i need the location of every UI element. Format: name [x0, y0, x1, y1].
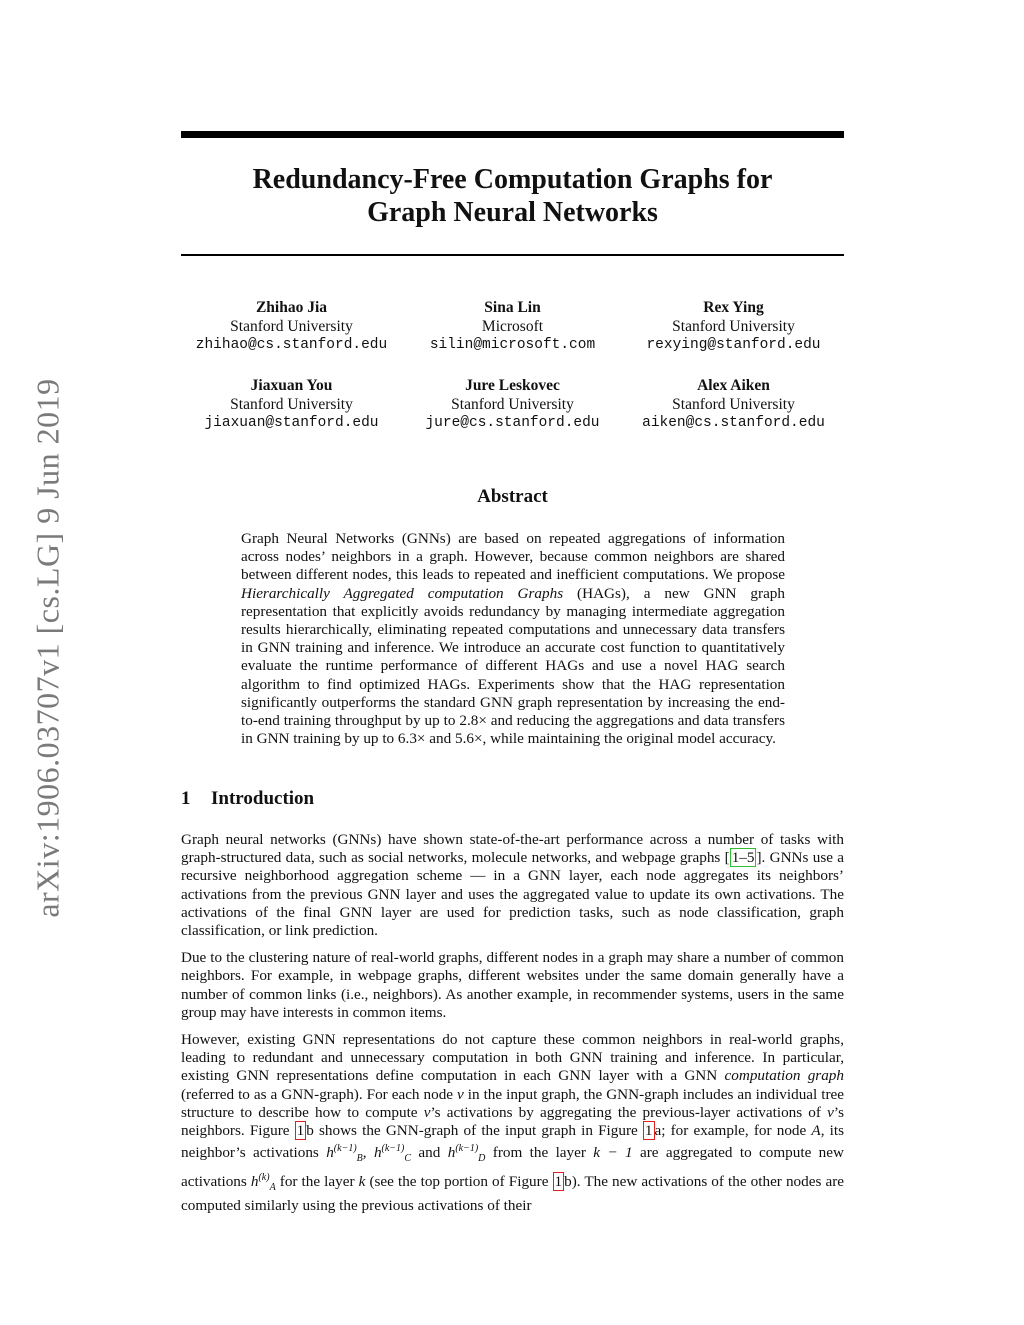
text-run: b shows the GNN-graph of the input graph in Figure — [306, 1122, 643, 1140]
figure-link[interactable]: 1 — [554, 1172, 563, 1190]
text-run: ’s activations by aggregating the previous-layer activations of — [430, 1103, 828, 1121]
author-affiliation: Stanford University — [230, 318, 353, 335]
text-run: from the layer — [485, 1144, 594, 1162]
text-run: ’s neighbors. Figure — [181, 1103, 844, 1140]
author — [623, 298, 844, 355]
title-rule-top — [181, 131, 844, 138]
math-h-C — [373, 1143, 412, 1165]
text-run: Graph neural networks (GNNs) have shown state-of-the-art performance across a number of tasks with graph-structured data, such as social networks, molecule networks, and webpage graphs [ — [181, 831, 844, 867]
math-h-A — [250, 1171, 276, 1193]
math-var: k — [358, 1172, 366, 1190]
author-row — [181, 298, 844, 355]
author-row — [181, 376, 844, 433]
math-sup: (k) — [258, 1171, 270, 1183]
author-affiliation: Stanford University — [230, 396, 353, 413]
math-sup: (k−1) — [455, 1143, 479, 1155]
author-affiliation: Stanford University — [672, 318, 795, 335]
math-symbol: h — [250, 1172, 259, 1190]
author-email[interactable]: zhihao@cs.stanford.edu — [195, 337, 388, 353]
text-run: b). The new activations of the other nodes are computed similarly using the previous activations of their — [181, 1172, 844, 1214]
text-run: (see the top portion of Figure — [365, 1172, 553, 1190]
paragraph — [181, 831, 844, 940]
math-sub: C — [404, 1153, 412, 1165]
math-sub: A — [269, 1181, 276, 1193]
arxiv-label: arXiv:1906.03707v1 [cs.LG] 9 Jun 2019 — [29, 378, 66, 918]
text-run: , its neighbor’s activations — [181, 1122, 844, 1162]
author-email[interactable]: rexying@stanford.edu — [646, 337, 821, 353]
math-var: A — [811, 1122, 821, 1140]
author-email[interactable]: silin@microsoft.com — [429, 337, 596, 353]
author-email[interactable]: jiaxuan@stanford.edu — [204, 415, 379, 431]
abstract-text — [241, 530, 785, 748]
paragraph: Due to the clustering nature of real-world graphs, different nodes in a graph may share a number of common neighbors. For example, in webpage graphs, different websites under the same domain generally have a number of common links (i.e., neighbors). As another example, in recommender systems, users in the same group may have interests in common items. — [181, 949, 844, 1021]
author — [402, 376, 623, 433]
math-symbol: h — [326, 1144, 334, 1162]
author — [181, 298, 402, 355]
paper-title — [181, 163, 844, 229]
title-rule-bottom — [181, 254, 844, 256]
author — [181, 376, 402, 433]
title-line-1: Redundancy-Free Computation Graphs for — [252, 164, 773, 195]
math-var: v — [423, 1103, 431, 1121]
abstract-part: (HAGs), a new GNN graph representation that explicitly avoids redundancy by managing intermediate aggregation results hierarchically, eliminating repeated computations and unnecessary data transfers in GNN training and inference. We introduce an accurate cost function to quantitatively evaluate the runtime performance of different HAGs and use a novel HAG search algorithm to find optimized HAGs. Experiments show that the HAG representation significantly outperforms the standard GNN graph representation by increasing the end-to-end training throughput by up to 2.8× and reducing the aggregations and data transfers in GNN training by up to 6.3× and 5.6×, while maintaining the original model accuracy. — [241, 584, 785, 748]
abstract-heading: Abstract — [477, 486, 548, 507]
text-run: are aggregated to compute new activations — [181, 1144, 844, 1190]
author — [623, 376, 844, 433]
text-run: for the layer — [275, 1172, 359, 1190]
section-number: 1 — [181, 788, 191, 809]
math-symbol: h — [373, 1144, 382, 1162]
figure-link[interactable]: 1 — [644, 1122, 653, 1140]
text-run: (referred to as a GNN-graph). For each node — [181, 1085, 458, 1103]
text-run: However, existing GNN representations do not capture these common neighbors in real-world graphs, leading to redundant and unnecessary computation in both GNN training and inference. In particular, existing GNN representations define computation in each GNN layer with a GNN — [181, 1031, 844, 1085]
text-run: , — [362, 1144, 374, 1162]
math-sup: (k−1) — [381, 1143, 405, 1155]
math-sup: (k−1) — [333, 1143, 357, 1155]
paragraph — [181, 1031, 844, 1215]
author-name: Jure Leskovec — [465, 377, 560, 394]
author-name: Rex Ying — [703, 299, 764, 316]
author-block — [181, 298, 844, 454]
section-heading — [181, 788, 314, 810]
abstract-part: Graph Neural Networks (GNNs) are based on repeated aggregations of information across nodes’ neighbors in a graph. However, because common neighbors are shared between different nodes, this leads to repeated and inefficient computations. We propose — [241, 530, 785, 584]
author-email[interactable]: jure@cs.stanford.edu — [425, 415, 600, 431]
body-text — [181, 831, 844, 1224]
section-title: Introduction — [211, 788, 315, 809]
author-name: Alex Aiken — [697, 377, 770, 394]
author-name: Zhihao Jia — [255, 299, 328, 316]
math-sub: B — [356, 1153, 363, 1165]
math-symbol: h — [447, 1144, 456, 1162]
figure-link[interactable]: 1 — [296, 1122, 305, 1140]
author-name: Jiaxuan You — [250, 377, 333, 394]
math-var: k − 1 — [593, 1144, 633, 1162]
author-email[interactable]: aiken@cs.stanford.edu — [642, 415, 825, 431]
author — [402, 298, 623, 355]
author-affiliation: Stanford University — [672, 396, 795, 413]
text-run: ]. GNNs use a recursive neighborhood aggregation scheme — in a GNN layer, each node aggregates its neighbors’ activations from the previous GNN layer and uses the aggregated value to update its own activations. The activations of the final GNN layer are used for prediction tasks, such as node classification, graph classification, or link prediction. — [181, 849, 845, 940]
title-line-2: Graph Neural Networks — [367, 197, 658, 228]
citation-link[interactable]: 1–5 — [731, 849, 755, 867]
math-var: v — [827, 1103, 834, 1121]
math-sub: D — [478, 1153, 486, 1165]
math-h-D — [447, 1143, 486, 1165]
author-affiliation: Stanford University — [451, 396, 574, 413]
text-run: a; for example, for node — [654, 1122, 812, 1140]
author-name: Sina Lin — [484, 299, 541, 316]
text-run: in the input graph, the GNN-graph includes an individual tree structure to describe how to compute — [181, 1085, 844, 1121]
math-var: v — [457, 1085, 464, 1103]
emphasis: computation graph — [724, 1067, 844, 1085]
math-h-B — [326, 1143, 363, 1165]
text-run: and — [411, 1144, 448, 1162]
arxiv-margin — [0, 0, 80, 1325]
abstract-emphasis: Hierarchically Aggregated computation Graphs — [241, 584, 564, 602]
author-affiliation: Microsoft — [481, 318, 544, 335]
